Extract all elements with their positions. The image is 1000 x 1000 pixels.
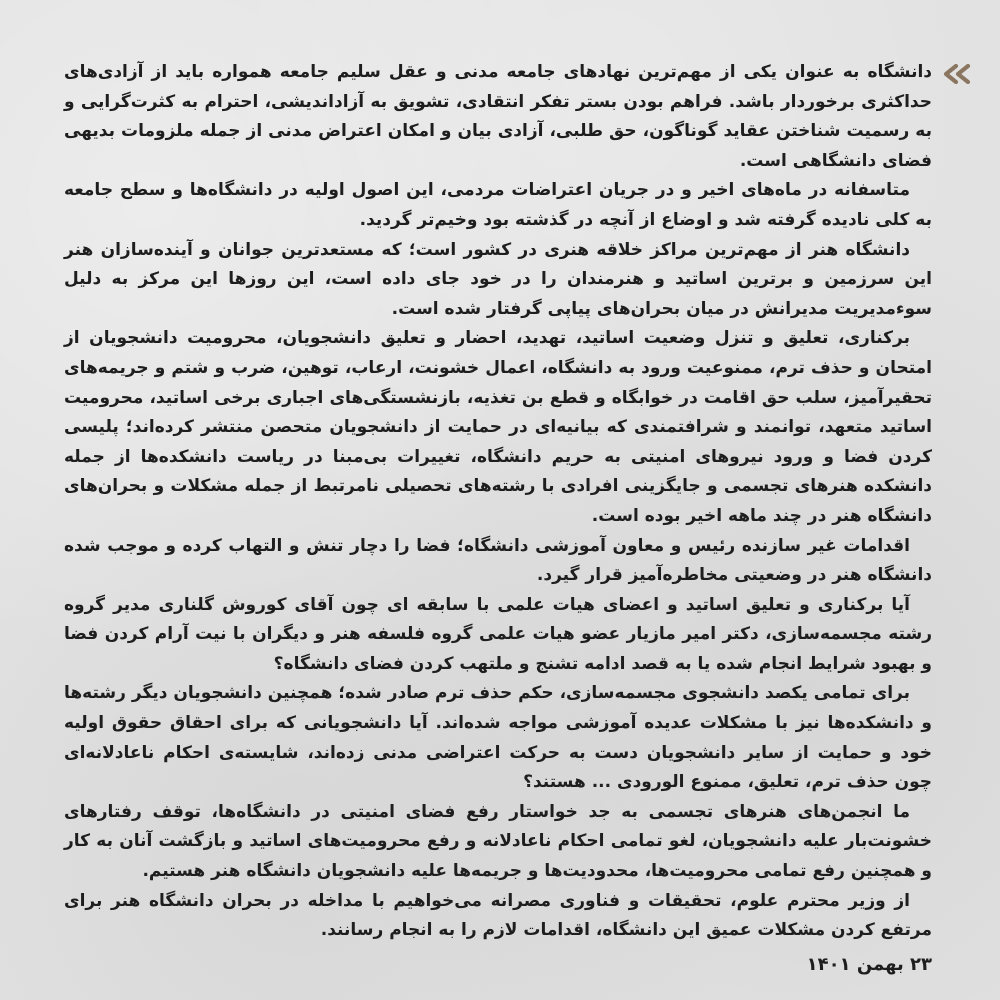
- statement-date: ۲۳ بهمن ۱۴۰۱: [806, 953, 932, 975]
- paragraph-list-of-problems: برکناری، تعلیق و تنزل وضعیت اساتید، تهدید، احضار و تعلیق دانشجویان، محرومیت دانشجویان از امتحان و حذف ترم، ممنوعیت ورود به دانشگاه، اعمال خشونت، ارعاب، توهین، ضرب و شتم و جریمه‌های تحقیرآمیز، سلب حق اقامت در خوابگاه و قطع بن تغذیه، بازنشستگی‌های اجباری برخی اساتید، محرومیت اساتید متعهد، توانمند و شرافتمندی که بیانیه‌ای در حمایت از دانشجویان متحصن منتشر کرده‌اند؛ پلیسی کردن فضا و ورود نیروهای امنیتی به حریم دانشگاه، تغییرات بی‌مبنا در ریاست دانشکده‌ها از جمله دانشکده هنرهای تجسمی و جایگزینی افرادی با رشته‌های تحصیلی نامرتبط از جمله مشکلات و بحران‌های دانشگاه هنر در چند ماهه اخیر بوده است.: [64, 328, 932, 526]
- paragraph-art-university: دانشگاه هنر از مهم‌ترین مراکز خلاقه هنری در کشور است؛ که مستعدترین جوانان و آینده‌سازان هنر این سرزمین و برترین اساتید و هنرمندان را در خود جای داده است، این روزها این مرکز به دلیل سوءمدیریت مدیرانش در میان بحران‌های پیاپی گرفتار شده است.: [64, 239, 932, 319]
- chevron-outer: [946, 66, 956, 82]
- paragraph-demands: ما انجمن‌های هنرهای تجسمی به جد خواستار رفع فضای امنیتی در دانشگاه‌ها، توقف رفتارهای خشونت‌بار علیه دانشجویان، لغو تمامی احکام ناعادلانه و رفع محرومیت‌های اساتید و بازگشت آنان به کار و همچنین رفع تمامی محرومیت‌ها، محدودیت‌ها و جریمه‌ها علیه دانشجویان دانشگاه هنر هستیم.: [64, 801, 932, 882]
- paragraph-management-actions: اقدامات غیر سازنده رئیس و معاون آموزشی دانشگاه؛ فضا را دچار تنش و التهاب کرده و موجب شده دانشگاه هنر در وضعیتی مخاطره‌آمیز قرار گیرد.: [64, 535, 932, 586]
- paragraph-recent-protests: متاسفانه در ماه‌های اخیر و در جریان اعتراضات مردمی، این اصول اولیه در دانشگاه‌ها و سطح جامعه به کلی نادیده گرفته شد و اوضاع از آنچه در گذشته بود وخیم‌تر گردید.: [64, 180, 932, 230]
- statement-body: [64, 58, 932, 980]
- paragraph-university-freedom: دانشگاه به عنوان یکی از مهم‌ترین نهادهای جامعه مدنی و عقل سلیم جامعه همواره باید از آزادی‌های حداکثری برخوردار باشد. فراهم بودن بستر تفکر انتقادی، تشویق به آزاداندیشی، احترام به کثرت‌گرایی و به رسمیت شناختن عقاید گوناگون، حق طلبی، آزادی بیان و امکان اعتراض مدنی از جمله ملزومات بدیهی فضای دانشگاهی است.: [64, 62, 932, 171]
- double-chevron-left-icon: [942, 64, 972, 84]
- paragraph-students-expulsion-question: برای تمامی یکصد دانشجوی مجسمه‌سازی، حکم حذف ترم صادر شده؛ همچنین دانشجویان دیگر رشته‌ها و دانشکده‌ها نیز با مشکلات عدیده آموزشی مواجه شده‌اند. آیا دانشجویانی که برای احقاق حقوق اولیه خود و حمایت از سایر دانشجویان دست به حرکت اعتراضی مدنی زده‌اند، شایسته‌ی احکام ناعادلانه‌ای چون حذف ترم، تعلیق، ممنوع الورودی ... هستند؟: [64, 683, 932, 793]
- paragraph-request-to-minister: از وزیر محترم علوم، تحقیقات و فناوری مصرانه می‌خواهیم با مداخله در بحران دانشگاه هنر برای مرتفع کردن مشکلات عمیق این دانشگاه، اقدامات لازم را به انجام رسانند.: [64, 890, 932, 941]
- chevron-inner: [958, 66, 968, 82]
- paragraph-professor-dismissal-question: آیا برکناری و تعلیق اساتید و اعضای هیات علمی با سابقه ای چون آقای کوروش گلناری مدیر گروه رشته مجسمه‌سازی، دکتر امیر مازیار عضو هیات علمی گروه فلسفه هنر و دیگران با نیت آرام کردن فضا و بهبود شرایط انجام شده یا به قصد ادامه تشنج و ملتهب کردن فضای دانشگاه؟: [64, 594, 932, 674]
